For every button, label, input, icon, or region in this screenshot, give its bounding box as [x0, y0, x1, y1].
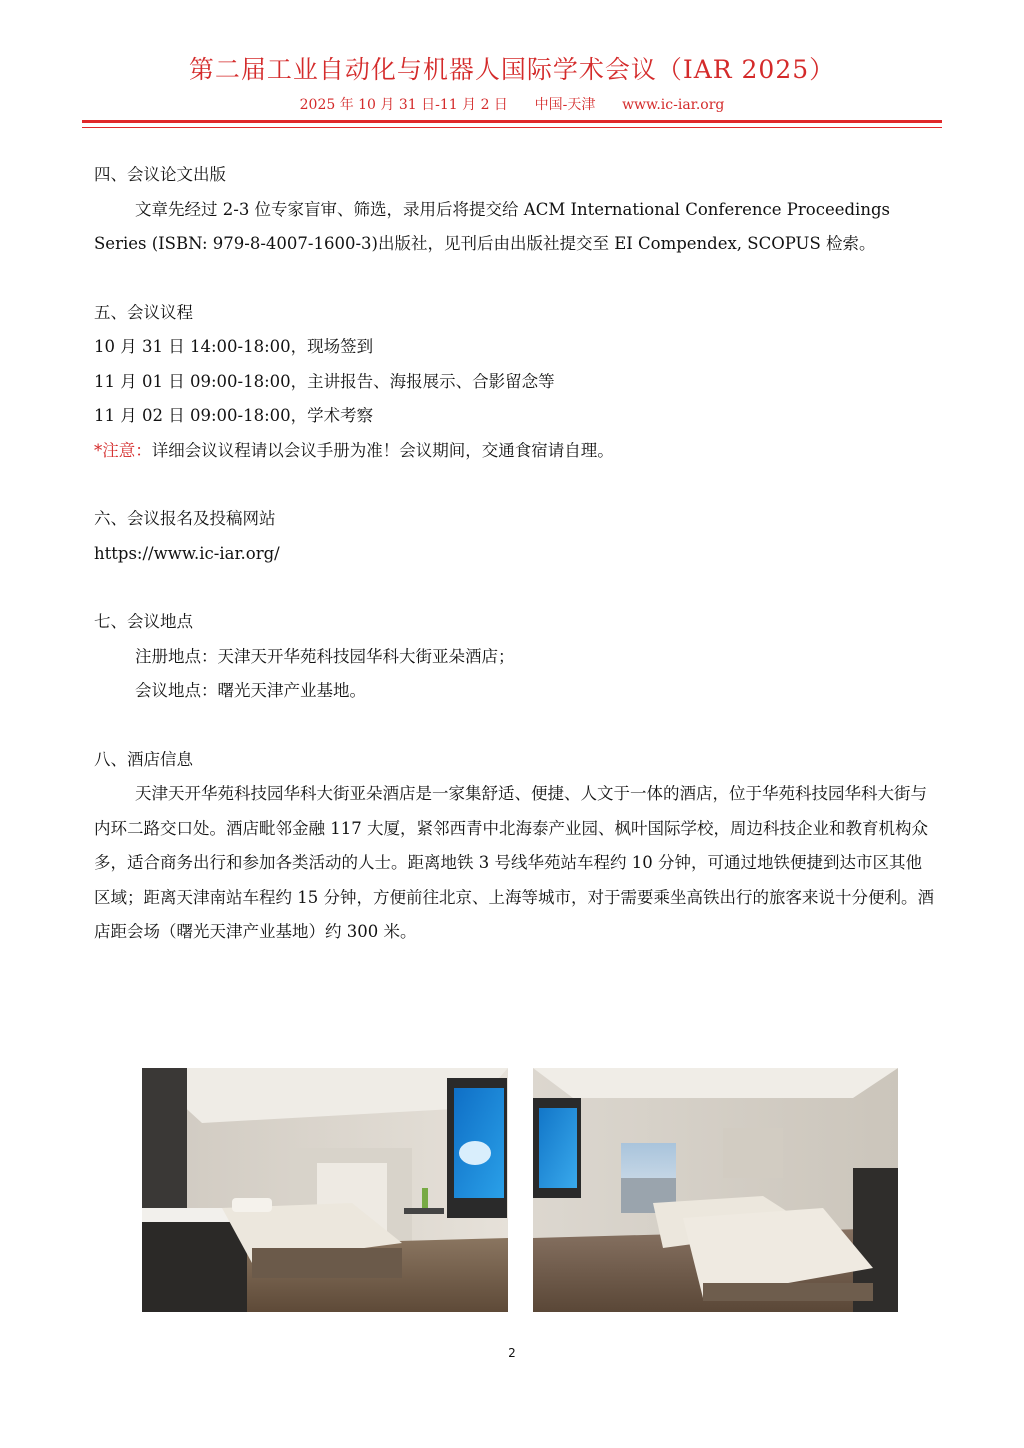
agenda-item: 10 月 31 日 14:00-18:00，现场签到 [94, 337, 374, 356]
section-heading-publication: 四、会议论文出版 [94, 165, 226, 184]
hotel-room-photo [533, 1068, 898, 1312]
hotel-paragraph: 天津天开华苑科技园华科大街亚朵酒店是一家集舒适、便捷、人文于一体的酒店，位于华苑科技园华科大街与内环二路交口处。酒店毗邻金融 117 大厦，紧邻西青中北海泰产业园、枫叶国际学校，周边科技企业和教育机构众多，适合商务出行和参加各类活动的人士。距离地铁 3 号线华苑站车程约 10 分钟，可通过地铁便捷到达市区其他区域；距离天津南站车程约 15 分钟，方便前往北京、上海等城市，对于需要乘坐高铁出行的旅客来说十分便利。酒店距会场（曙光天津产业基地）约 300 米。 [94, 784, 934, 941]
section-heading-agenda: 五、会议议程 [94, 302, 193, 322]
conference-subtitle: 2025 年 10 月 31 日-11 月 2 日 中国-天津 www.ic-iar.org [299, 97, 725, 113]
conference-place: 会议地点：曙光天津产业基地。 [135, 681, 366, 700]
note-label: *注意： [94, 440, 152, 460]
agenda-note [94, 434, 934, 469]
agenda-item: 11 月 01 日 09:00-18:00，主讲报告、海报展示、合影留念等 [94, 371, 555, 391]
section-heading-venue: 七、会议地点 [94, 612, 193, 631]
registration-place: 注册地点：天津天开华苑科技园华科大街亚朵酒店； [135, 646, 515, 666]
conference-title: 第二届工业自动化与机器人国际学术会议（IAR 2025） [188, 55, 836, 84]
note-text: 详细会议议程请以会议手册为准！会议期间，交通食宿请自理。 [151, 440, 614, 460]
page-number: 2 [508, 1346, 516, 1360]
header-rule-thin [82, 127, 942, 128]
section-heading-registration: 六、会议报名及投稿网站 [94, 509, 276, 528]
hotel-room-photo [142, 1068, 508, 1312]
section-heading-hotel: 八、酒店信息 [94, 749, 193, 769]
header-rule-thick [82, 120, 942, 123]
publication-paragraph: 文章先经过 2-3 位专家盲审、筛选，录用后将提交给 ACM International Conference Proceedings Series (ISBN: 979-8-4007-1600-3)出版社，见刊后由出版社提交至 EI Compendex, SCOPUS 检索。 [94, 199, 890, 253]
agenda-item: 11 月 02 日 09:00-18:00，学术考察 [94, 406, 374, 425]
hotel-photos [142, 1068, 898, 1312]
registration-url[interactable]: https://www.ic-iar.org/ [94, 543, 280, 563]
document-body [94, 158, 934, 950]
